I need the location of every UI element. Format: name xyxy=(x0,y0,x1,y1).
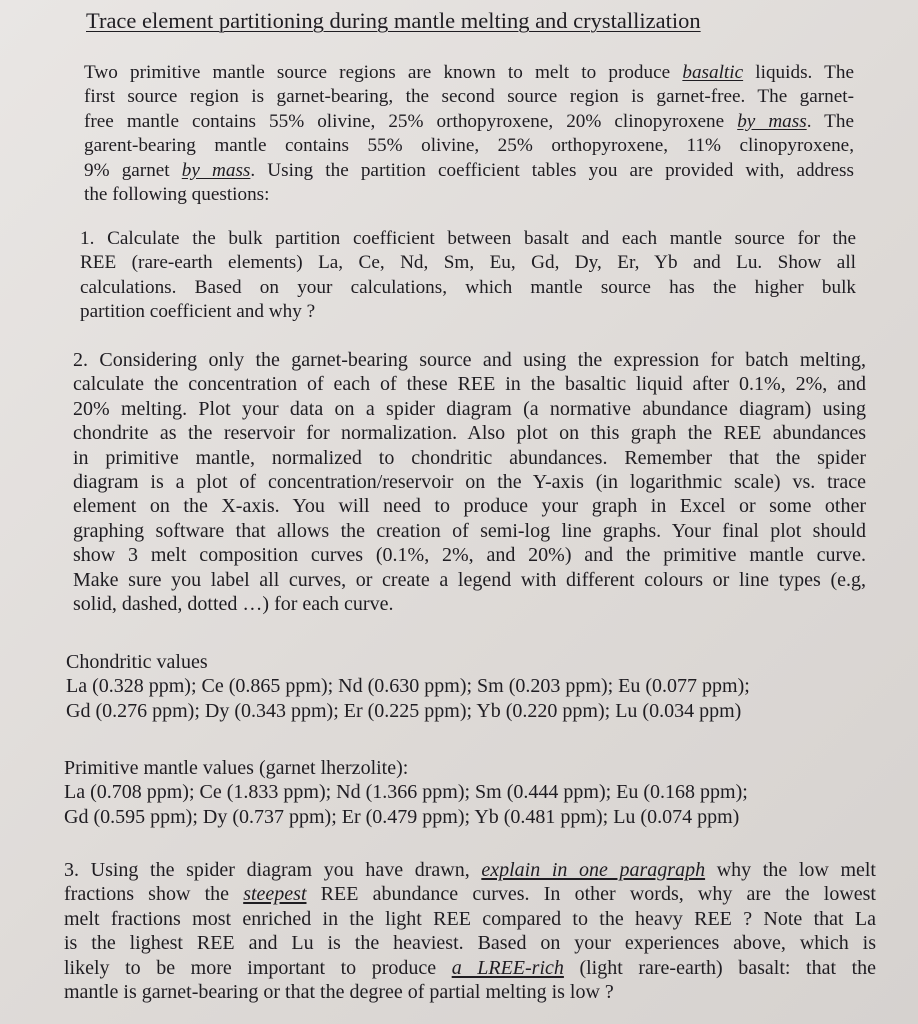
question-line: calculations. Based on your calculations, which mantle source has the higher bulk xyxy=(80,276,856,298)
question-line: is the lighest REE and Lu is the heaviest. Based on your experiences above, which is xyxy=(64,932,876,955)
question-line xyxy=(64,882,876,906)
values-line: La (0.708 ppm); Ce (1.833 ppm); Nd (1.366 ppm); Sm (0.444 ppm); Eu (0.168 ppm); xyxy=(64,781,748,804)
question-line: 1. Calculate the bulk partition coefficient between basalt and each mantle source for the xyxy=(80,228,856,249)
emphasis-explain: explain in one paragraph xyxy=(481,859,706,881)
question-2 xyxy=(73,348,866,616)
text: free mantle contains 55% olivine, 25% orthopyroxene, 20% clinopyroxene xyxy=(84,110,738,132)
emphasis-basaltic: basaltic xyxy=(682,62,744,83)
intro-line xyxy=(84,110,854,134)
question-line xyxy=(64,956,876,980)
question-line: 2. Considering only the garnet-bearing source and using the expression for batch melting, xyxy=(73,349,866,371)
text: . Using the partition coefficient tables you are provided with, address xyxy=(250,159,854,181)
emphasis-lree-rich: a LREE-rich xyxy=(451,956,564,979)
section-heading: Primitive mantle values (garnet lherzolite): xyxy=(64,757,409,779)
question-line: 20% melting. Plot your data on a spider diagram (a normative abundance diagram) using xyxy=(73,397,866,420)
question-line: show 3 melt composition curves (0.1%, 2%, and 20%) and the primitive mantle curve. xyxy=(73,544,866,567)
question-line: REE (rare-earth elements) La, Ce, Nd, Sm, Eu, Gd, Dy, Er, Yb and Lu. Show all xyxy=(80,252,856,274)
section-heading: Chondritic values xyxy=(66,651,208,673)
question-line: Make sure you label all curves, or create a legend with different colours or line types (e.g, xyxy=(73,568,866,591)
question-line xyxy=(64,858,876,882)
text: 3. Using the spider diagram you have drawn, xyxy=(64,859,482,881)
primitive-mantle-values xyxy=(64,756,854,829)
question-line: diagram is a plot of concentration/reservoir on the Y-axis (in logarithmic scale) vs. trace xyxy=(73,471,866,494)
intro-line: garent-bearing mantle contains 55% olivine, 25% orthopyroxene, 11% clinopyroxene, xyxy=(84,135,854,157)
question-line: solid, dashed, dotted …) for each curve. xyxy=(73,593,394,616)
question-line: partition coefficient and why ? xyxy=(80,301,316,323)
values-line: La (0.328 ppm); Ce (0.865 ppm); Nd (0.630 ppm); Sm (0.203 ppm); Eu (0.077 ppm); xyxy=(66,675,750,698)
intro-line: the following questions: xyxy=(84,184,270,206)
intro-paragraph xyxy=(84,61,854,207)
text: likely to be more important to produce xyxy=(64,956,452,979)
question-line: melt fractions most enriched in the light REE compared to the heavy REE ? Note that La xyxy=(64,907,876,930)
text: 9% garnet xyxy=(84,159,182,181)
emphasis-steepest: steepest xyxy=(243,883,307,906)
text: liquids. The xyxy=(743,62,854,83)
chondritic-values xyxy=(66,650,856,723)
text: fractions show the xyxy=(64,883,244,906)
question-1 xyxy=(80,227,856,325)
values-line: Gd (0.276 ppm); Dy (0.343 ppm); Er (0.225 ppm); Yb (0.220 ppm); Lu (0.034 ppm) xyxy=(66,699,742,722)
question-3 xyxy=(64,858,876,1004)
emphasis-by-mass: by mass xyxy=(737,110,807,132)
intro-line xyxy=(84,159,854,183)
intro-line: first source region is garnet-bearing, the second source region is garnet-free. The garnet- xyxy=(84,86,854,108)
intro-line xyxy=(84,61,854,85)
text: Two primitive mantle source regions are known to melt to produce xyxy=(84,62,683,83)
text: why the low melt xyxy=(705,859,876,881)
question-line: chondrite as the reservoir for normalization. Also plot on this graph the REE abundances xyxy=(73,422,866,445)
text: . The xyxy=(806,110,855,132)
page-title: Trace element partitioning during mantle melting and crystallization xyxy=(86,8,701,33)
values-line: Gd (0.595 ppm); Dy (0.737 ppm); Er (0.479 ppm); Yb (0.481 ppm); Lu (0.074 ppm) xyxy=(64,805,740,828)
question-line: mantle is garnet-bearing or that the degree of partial melting is low ? xyxy=(64,981,614,1004)
text: (light rare-earth) basalt: that the xyxy=(563,956,877,979)
emphasis-by-mass: by mass xyxy=(181,159,251,181)
text: REE abundance curves. In other words, why are the lowest xyxy=(306,883,876,906)
question-line: calculate the concentration of each of these REE in the basaltic liquid after 0.1%, 2%, and xyxy=(73,373,866,396)
question-line: element on the X-axis. You will need to produce your graph in Excel or some other xyxy=(73,495,866,518)
question-line: in primitive mantle, normalized to chondritic abundances. Remember that the spider xyxy=(73,446,866,469)
question-line: graphing software that allows the creation of semi-log line graphs. Your final plot should xyxy=(73,519,866,542)
